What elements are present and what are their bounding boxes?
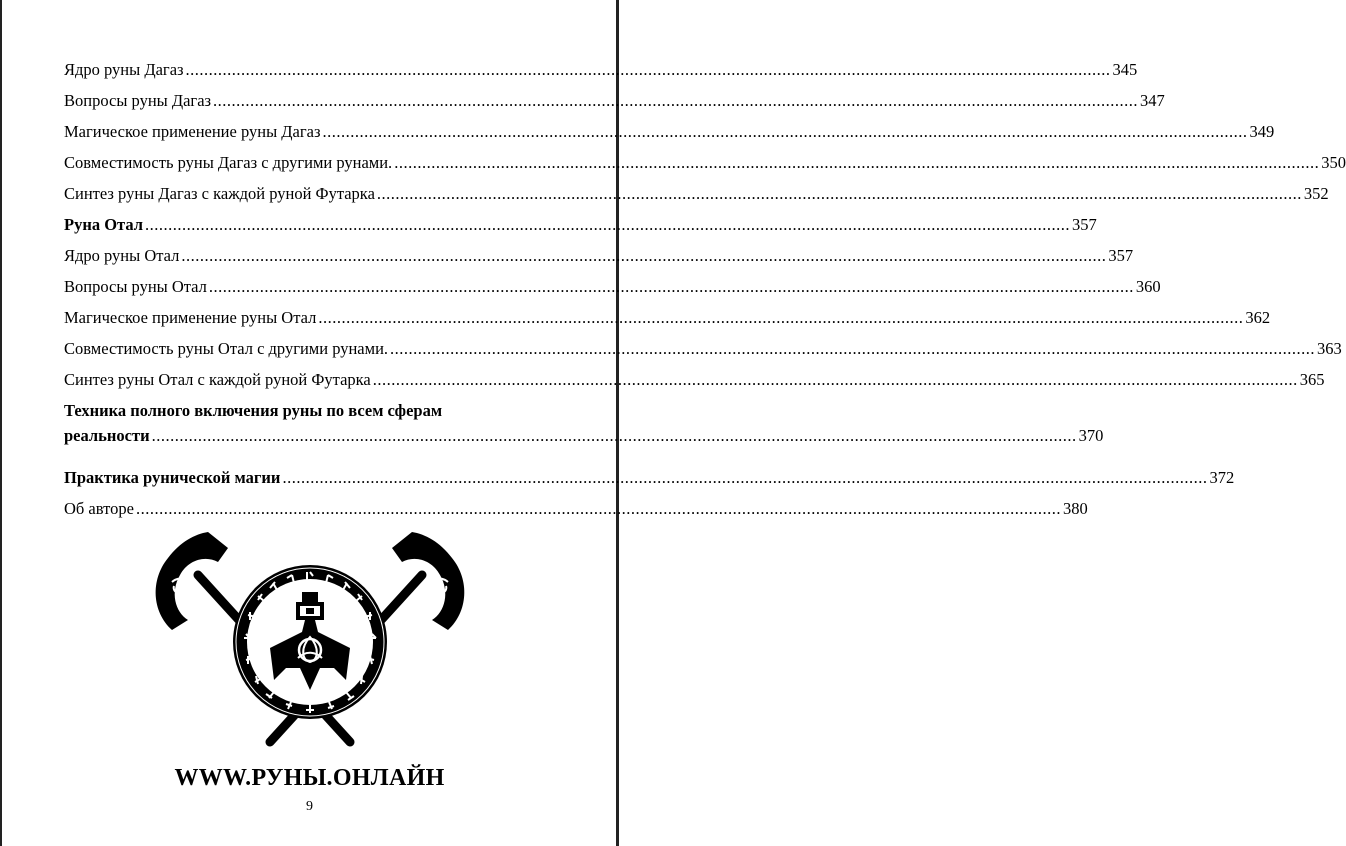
toc-entry-page: 345 (1112, 60, 1138, 79)
toc-leader-dots: ........................................................................................................................................................................................................ (135, 499, 1061, 518)
toc-entry-page: 350 (1321, 153, 1346, 172)
toc-section-entry-multiline (64, 401, 1104, 446)
toc-entry-title: Вопросы руны Отал (64, 277, 207, 296)
toc-entry-title: Синтез руны Отал с каждой руной Футарка (64, 370, 371, 389)
toc-leader-dots: ........................................................................................................................................................................................................ (322, 122, 1248, 141)
toc-leader-dots: ........................................................................................................................................................................................................ (213, 91, 1139, 110)
toc-entry (64, 246, 1134, 266)
toc-entry (64, 91, 1165, 111)
toc-leader-dots: ........................................................................................................................................................................................................ (376, 184, 1302, 203)
toc-entry-page: 380 (1062, 499, 1088, 518)
toc-entry-title: Магическое применение руны Отал (64, 308, 317, 327)
toc-leader-dots: ........................................................................................................................................................................................................ (185, 60, 1111, 79)
toc-leader-dots: ........................................................................................................................................................................................................ (208, 277, 1134, 296)
toc-leader-dots: ........................................................................................................................................................................................................ (151, 426, 1077, 445)
website-url: WWW.РУНЫ.ОНЛАЙН (174, 765, 445, 791)
toc-entry (64, 499, 1088, 519)
toc-section-entry (64, 468, 1235, 488)
toc-leader-dots: ........................................................................................................................................................................................................ (282, 468, 1208, 487)
toc-entry-page: 372 (1209, 468, 1235, 487)
toc-entry-title: Ядро руны Дагаз (64, 60, 184, 79)
toc-entry-title-line2: реальности (64, 426, 150, 445)
toc-entry-page: 349 (1249, 122, 1275, 141)
toc-entry-page: 370 (1078, 426, 1104, 445)
toc-entry-title: Совместимость руны Дагаз с другими рунами. (64, 153, 393, 172)
toc-entry-title: Магическое применение руны Дагаз (64, 122, 321, 141)
toc-entry-line2 (64, 426, 1104, 446)
toc-entry (64, 153, 1346, 173)
toc-entry (64, 339, 1342, 359)
toc-entry-title: Ядро руны Отал (64, 246, 180, 265)
page-edge-left (0, 0, 2, 846)
toc-leader-dots: ........................................................................................................................................................................................................ (390, 339, 1316, 358)
toc-entry-page: 352 (1303, 184, 1329, 203)
toc-entry-title: Об авторе (64, 499, 134, 518)
toc-entry-page: 362 (1245, 308, 1271, 327)
toc-entry-title-line1: Техника полного включения руны по всем сферам (64, 401, 443, 420)
thors-hammer-axes-rune-circle-icon (150, 520, 470, 750)
toc-entry (64, 122, 1275, 142)
page-number: 9 (306, 799, 313, 814)
toc-entry-page: 347 (1140, 91, 1165, 110)
toc-section-entry (64, 215, 1097, 235)
toc-leader-dots: ........................................................................................................................................................................................................ (394, 153, 1320, 172)
toc-entry (64, 308, 1271, 328)
toc-entry-page: 357 (1072, 215, 1097, 234)
toc-entry-page: 360 (1135, 277, 1161, 296)
toc-entry-title: Практика рунической магии (64, 468, 281, 487)
toc-entry (64, 277, 1161, 297)
toc-leader-dots: ........................................................................................................................................................................................................ (145, 215, 1071, 234)
toc-leader-dots: ........................................................................................................................................................................................................ (372, 370, 1298, 389)
toc-entry (64, 184, 1329, 204)
toc-entry-title: Вопросы руны Дагаз (64, 91, 212, 110)
toc-leader-dots: ........................................................................................................................................................................................................ (318, 308, 1244, 327)
table-of-contents (64, 60, 1346, 530)
toc-entry-page: 357 (1108, 246, 1134, 265)
toc-leader-dots: ........................................................................................................................................................................................................ (181, 246, 1107, 265)
toc-entry-title: Совместимость руны Отал с другими рунами. (64, 339, 389, 358)
toc-entry-title: Синтез руны Дагаз с каждой руной Футарка (64, 184, 375, 203)
toc-entry (64, 60, 1138, 80)
toc-entry-page: 363 (1317, 339, 1342, 358)
toc-entry (64, 370, 1325, 390)
toc-entry-page: 365 (1299, 370, 1325, 389)
toc-entry-title: Руна Отал (64, 215, 144, 234)
